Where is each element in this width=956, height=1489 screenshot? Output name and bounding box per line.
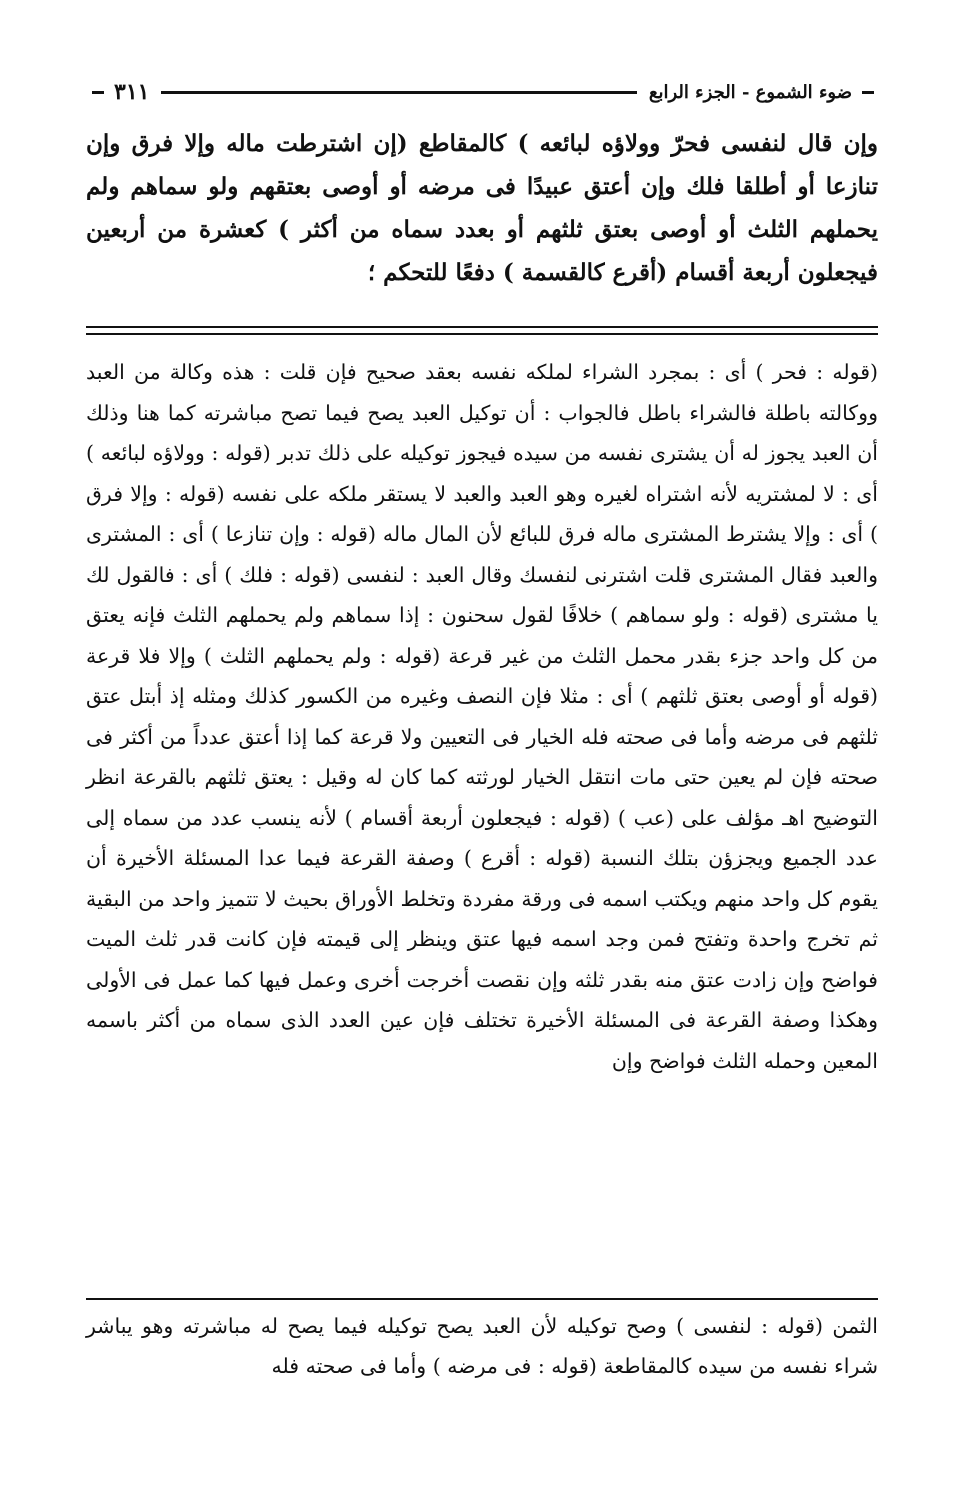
header-rule [161,91,636,94]
commentary-text [86,352,878,1081]
footnote [86,1306,878,1386]
header-dash-left [92,91,104,94]
footnote-paragraph: الثمن (قوله : لنفسى ) وصح توكيله لأن العبد يصح توكيله فيما يصح له مباشرته وهو يباشر شراء نفسه من سيده كالمقاطعة (قوله : فى مرضه ) وأما فى صحته فله [86,1314,878,1378]
separator-double-rule [86,326,878,335]
running-title: ضوء الشموع - الجزء الرابع [648,81,852,103]
page-number: ٣١١ [114,79,150,105]
header-dash-right [862,91,874,94]
main-text [86,122,878,294]
footnote-separator [86,1298,878,1300]
main-text-paragraph: وإن قال لنفسى فحرّ وولاؤه لبائعه ) كالمقاطع (إن اشترطت ماله وإلا فرق وإن تنازعا أو أطلقا فلك وإن أعتق عبيدًا فى مرضه أو أوصى بعتقهم ولو سماهم ولم يحملهم الثلث أو أوصى بعتق ثلثهم أو بعدد سماه من أكثر ) كعشرة من أربعين فيجعلون أربعة أقسام (أقرع كالقسمة ) دفعًا للتحكم ؛ [86,130,878,286]
running-header [88,72,878,112]
commentary-paragraph: (قوله : فحر ) أى : بمجرد الشراء لملكه نفسه بعقد صحيح فإن قلت : هذه وكالة من العبد ووكالته باطلة فالشراء باطل فالجواب : أن توكيل العبد يصح فيما تصح مباشرته كما هنا وذلك أن العبد يجوز له أن يشترى نفسه من سيده فيجوز توكيله على ذلك تدبر (قوله : وولاؤه لبائعه ) أى : لا لمشتريه لأنه اشتراه لغيره وهو العبد والعبد لا يستقر ملكه على نفسه (قوله : وإلا فرق ) أى : وإلا يشترط المشترى ماله فرق للبائع لأن المال ماله (قوله : وإن تنازعا ) أى : المشترى والعبد فقال المشترى قلت اشترنى لنفسك وقال العبد : لنفسى (قوله : فلك ) أى : فالقول لك يا مشترى (قوله : ولو سماهم ) خلافًا لقول سحنون : إذا سماهم ولم يحملهم الثلث فإنه يعتق من كل واحد جزء بقدر محمل الثلث من غير قرعة (قوله : ولم يحملهم الثلث ) وإلا فلا قرعة (قوله أو أوصى بعتق ثلثهم ) أى : مثلا فإن النصف وغيره من الكسور كذلك ومثله إذ أبتل عتق ثلثهم فى مرضه وأما فى صحته فله الخيار فى التعيين ولا قرعة كما إذا أعتق عدداً من أكثر فى صحته فإن لم يعين حتى مات انتقل الخيار لورثته كما كان له وقيل : يعتق ثلثهم بالقرعة انظر التوضيح اهـ مؤلف على (عب ) (قوله : فيجعلون أربعة أقسام ) لأنه ينسب عدد من سماه إلى عدد الجميع ويجزؤن بتلك النسبة (قوله : أقرع ) وصفة القرعة فيما عدا المسئلة الأخيرة أن يقوم كل واحد منهم ويكتب اسمه فى ورقة مفردة وتخلط الأوراق بحيث لا تتميز واحد من البقية ثم تخرج واحدة وتفتح فمن وجد اسمه فيها عتق وينظر إلى قيمته فإن كانت قدر ثلث الميت فواضح وإن زادت عتق منه بقدر ثلثه وإن نقصت أخرجت أخرى وعمل فيها كما عمل فى الأولى وهكذا وصفة القرعة فى المسئلة الأخيرة تختلف فإن عين العدد الذى سماه من أكثر باسمه المعين وحمله الثلث فواضح وإن [86,360,878,1073]
